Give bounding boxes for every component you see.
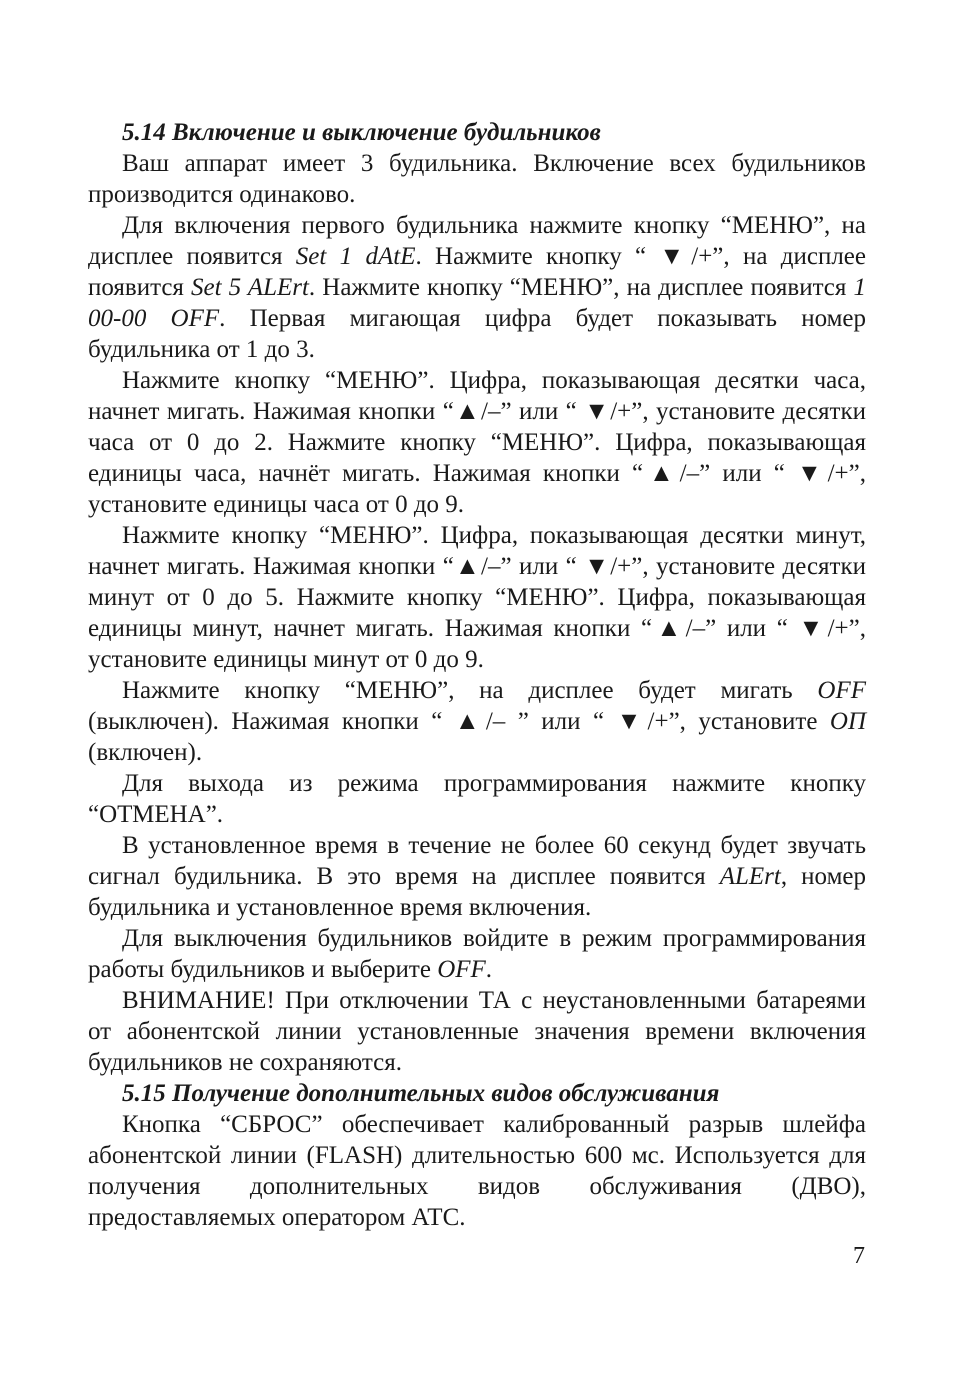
display-text: Set 1 dAtE [295, 243, 416, 270]
paragraph: Нажмите кнопку “МЕНЮ”. Цифра, показывающая десятки минут, начнет мигать. Нажимая кнопки “▲/–” или “ ▼/+”, установите десятки минут от 0 до 5. Нажмите кнопку “МЕНЮ”. Цифра, показывающая единицы минут, начнет мигать. Нажимая кнопки “▲/–” или “ ▼/+”, установите единицы минут от 0 до 9. [88, 522, 866, 673]
section-heading-5-15: 5.15 Получение дополнительных видов обслуживания [122, 1080, 720, 1107]
display-text: OFF [437, 956, 486, 983]
display-text: 1 00-00 OFF [88, 274, 866, 332]
display-text: Set 5 ALErt [191, 274, 309, 301]
display-text: OFF [817, 677, 866, 704]
warning-paragraph: ВНИМАНИЕ! При отключении ТА с неустановленными батареями от абонентской линии установленные значения времени включения будильников не сохраняются. [88, 987, 866, 1076]
paragraph: Нажмите кнопку “МЕНЮ”, на дисплее будет мигать OFF (выключен). Нажимая кнопки “ ▲/– ” или “ ▼/+”, установите ОП (включен). [88, 677, 866, 766]
paragraph: Для включения первого будильника нажмите кнопку “МЕНЮ”, на дисплее появится Set 1 dAtE. Нажмите кнопку “ ▼/+”, на дисплее появится Set 5 ALErt. Нажмите кнопку “МЕНЮ”, на дисплее появится 1 00-00 OFF. Первая мигающая цифра будет показывать номер будильника от 1 до 3. [88, 212, 867, 363]
text-block [88, 117, 866, 1233]
paragraph: Для выхода из режима программирования нажмите кнопку “ОТМЕНА”. [88, 770, 866, 828]
paragraph: Нажмите кнопку “МЕНЮ”. Цифра, показывающая десятки часа, начнет мигать. Нажимая кнопки “▲/–” или “ ▼/+”, установите десятки часа от 0 до 2. Нажмите кнопку “МЕНЮ”. Цифра, показывающая единицы часа, начнёт мигать. Нажимая кнопки “▲/–” или “ ▼/+”, установите единицы часа от 0 до 9. [88, 367, 866, 518]
paragraph: Ваш аппарат имеет 3 будильника. Включение всех будильников производится одинаково. [88, 150, 866, 208]
page-number: 7 [853, 1243, 865, 1269]
paragraph: В установленное время в течение не более 60 секунд будет звучать сигнал будильника. В это время на дисплее появится ALErt, номер будильника и установленное время включения. [88, 832, 866, 921]
paragraph: Кнопка “СБРОС” обеспечивает калиброванный разрыв шлейфа абонентской линии (FLASH) длительностью 600 мс. Используется для получения дополнительных видов обслуживания (ДВО), предоставляемых оператором АТС. [88, 1111, 866, 1231]
section-heading-5-14: 5.14 Включение и выключение будильников [122, 119, 601, 146]
display-text: ОП [829, 708, 866, 735]
display-text: ALErt [719, 863, 781, 890]
paragraph: Для выключения будильников войдите в режим программирования работы будильников и выберите OFF. [88, 925, 866, 983]
